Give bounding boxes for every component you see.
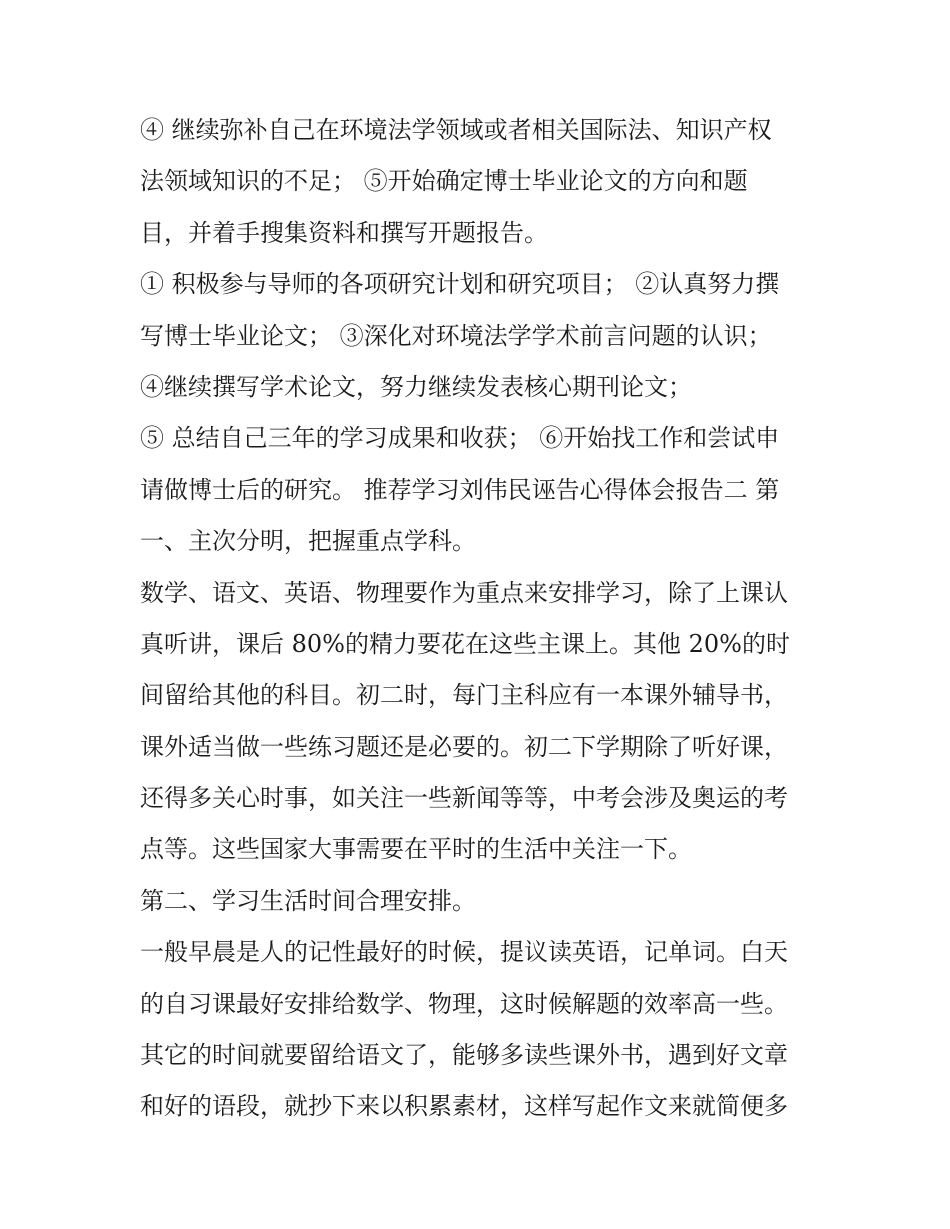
text-line: 写博士毕业论文； ③深化对环境法学学术前言问题的认识； bbox=[140, 321, 772, 350]
text-line: 点等。这些国家大事需要在平时的生活中关注一下。 bbox=[140, 835, 692, 864]
text-line: 和好的语段，就抄下来以积累素材，这样写起作文来就简便多 bbox=[140, 1092, 788, 1121]
text-line: 目，并着手搜集资料和撰写开题报告。 bbox=[140, 218, 548, 247]
document-body bbox=[140, 105, 820, 1133]
text-line: 还得多关心时事，如关注一些新闻等等，中考会涉及奥运的考 bbox=[140, 784, 788, 813]
text-line: 一般早晨是人的记性最好的时候，提议读英语，记单词。白天 bbox=[140, 938, 788, 967]
text-line: 的自习课最好安排给数学、物理，这时候解题的效率高一些。 bbox=[140, 989, 788, 1018]
text-line: ④继续撰写学术论文，努力继续发表核心期刊论文； bbox=[140, 372, 692, 401]
text-line: 其它的时间就要留给语文了，能够多读些课外书，遇到好文章 bbox=[140, 1041, 788, 1070]
text-line: 数学、语文、英语、物理要作为重点来安排学习，除了上课认 bbox=[140, 578, 788, 607]
text-line: 真听讲，课后 80%的精力要花在这些主课上。其他 20%的时 bbox=[140, 629, 790, 658]
text-line: 请做博士后的研究。 推荐学习刘伟民诬告心得体会报告二 第 bbox=[140, 475, 780, 504]
text-line: ① 积极参与导师的各项研究计划和研究项目； ②认真努力撰 bbox=[140, 270, 780, 299]
text-line: ⑤ 总结自己三年的学习成果和收获； ⑥开始找工作和尝试申 bbox=[140, 424, 780, 453]
text-line: 一、主次分明，把握重点学科。 bbox=[140, 527, 476, 556]
text-line: ④ 继续弥补自己在环境法学领域或者相关国际法、知识产权 bbox=[140, 116, 772, 144]
text-line: 课外适当做一些练习题还是必要的。初二下学期除了听好课， bbox=[140, 732, 788, 761]
text-line: 第二、学习生活时间合理安排。 bbox=[140, 886, 476, 915]
text-line: 法领域知识的不足； ⑤开始确定博士毕业论文的方向和题 bbox=[140, 167, 748, 196]
text-line: 间留给其他的科目。初二时，每门主科应有一本课外辅导书， bbox=[140, 681, 788, 710]
